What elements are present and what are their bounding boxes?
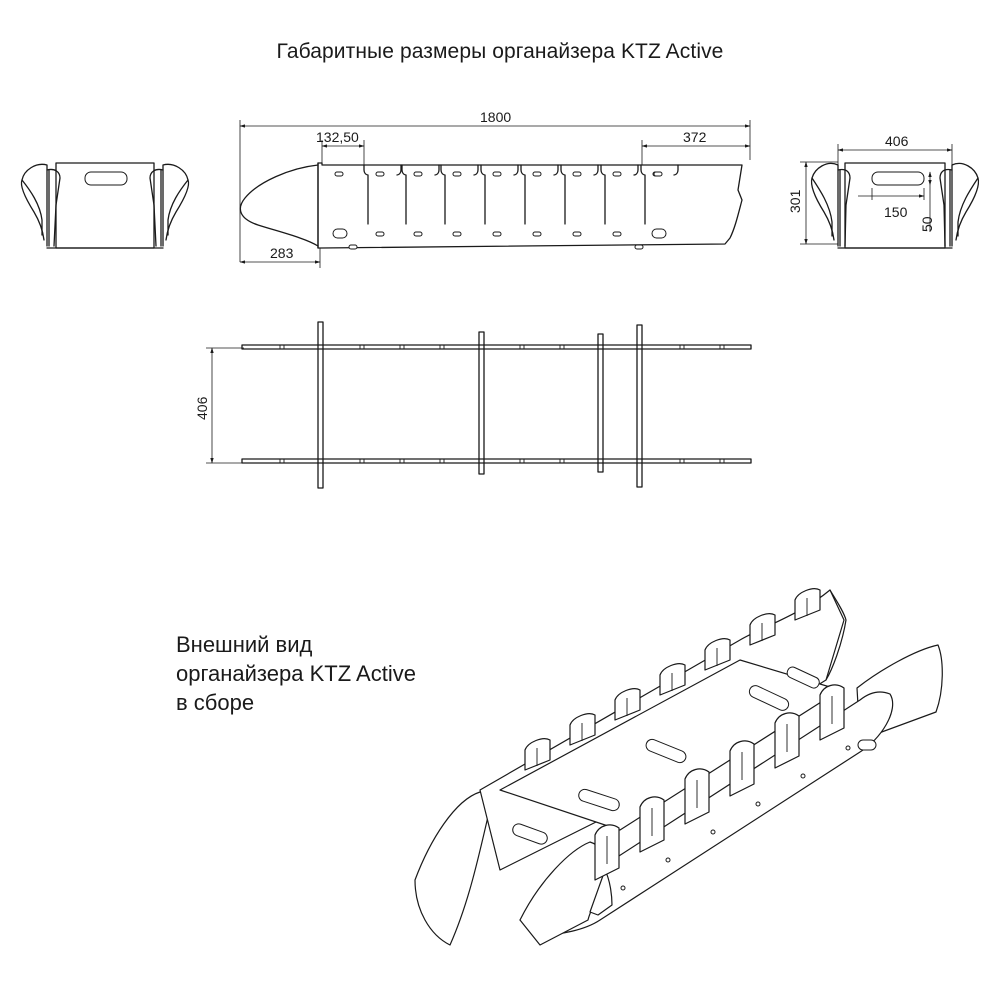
- dim-handle-width: 150: [884, 204, 908, 220]
- side-divider: [364, 165, 401, 236]
- caption-line-2: органайзера KTZ Active: [176, 661, 416, 686]
- page-title: Габаритные размеры органайзера KTZ Active: [276, 40, 724, 63]
- dim-width-top: 406: [885, 133, 909, 149]
- side-divider: [561, 165, 598, 236]
- handle-cutout: [872, 172, 924, 185]
- side-view: [240, 109, 750, 268]
- side-divider: [601, 165, 638, 236]
- side-divider: [441, 165, 478, 236]
- caption-line-3: в сборе: [176, 690, 255, 715]
- dim-width-plan: 406: [194, 396, 210, 420]
- dim-segment-right: 372: [683, 129, 707, 145]
- side-divider: [402, 165, 439, 236]
- dim-overall-length: 1800: [480, 109, 512, 125]
- caption-line-1: Внешний вид: [176, 632, 313, 657]
- plan-view: [194, 322, 751, 488]
- dim-height: 301: [787, 189, 803, 213]
- side-divider: [521, 165, 558, 236]
- assembled-isometric-view: [415, 589, 942, 945]
- dim-segment-left: 132,50: [316, 129, 359, 145]
- side-divider: [481, 165, 518, 236]
- end-view-left: [22, 163, 189, 248]
- end-view-right: [787, 133, 979, 248]
- dim-nose-length: 283: [270, 245, 294, 261]
- handle-cutout: [85, 172, 127, 185]
- dim-handle-height: 50: [919, 216, 935, 232]
- assembly-caption: [176, 630, 416, 717]
